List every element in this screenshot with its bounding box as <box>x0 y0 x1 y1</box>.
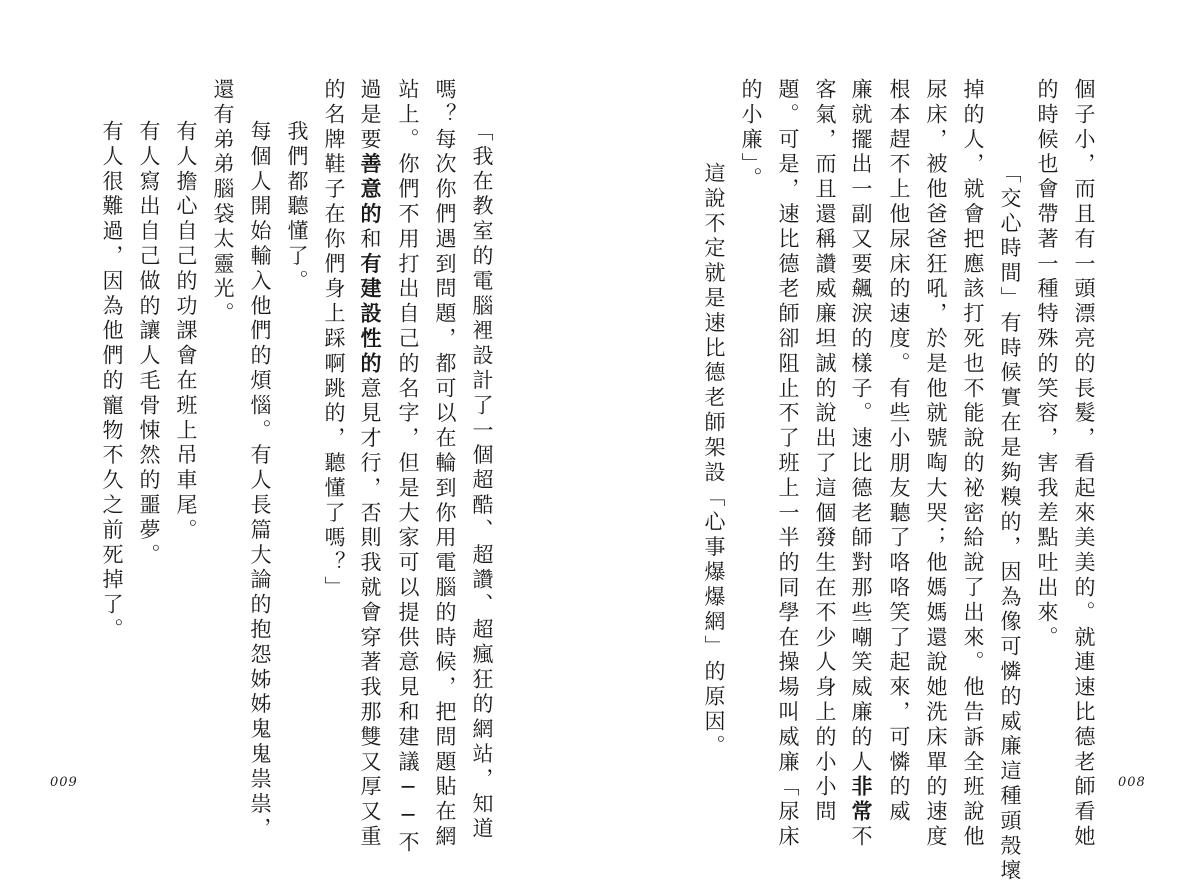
text-column: 嗎？每次你們遇到問題，都可以在輪到你用電腦的時候，把問題貼在網 <box>433 78 457 850</box>
text-column: 「我在教室的電腦裡設計了一個超酷、超讚、超瘋狂的網站，知道 <box>470 120 494 843</box>
text-column <box>357 78 381 850</box>
text-column: 的名牌鞋子在你們身上踩啊跳的，聽懂了嗎？」 <box>322 78 346 601</box>
text-run: 和 <box>358 227 382 253</box>
text-column <box>848 78 872 850</box>
text-column: 這說不定就是速比德老師架設「心事爆爆網」的原因。 <box>702 162 726 760</box>
text-column: 每個人開始輸入他們的煩惱。有人長篇大論的抱怨姊姊鬼鬼祟祟， <box>248 120 272 843</box>
page-number: 009 <box>50 775 78 790</box>
text-column: 還有弟弟腦袋太靈光。 <box>211 78 235 327</box>
right-page <box>600 0 1200 884</box>
bold-text: 善意的 <box>358 152 383 228</box>
text-run: 不 <box>849 825 873 850</box>
text-run: 廉就擺出一副又要飆淚的樣子。速比德老師對那些嘲笑威廉的人 <box>849 78 873 776</box>
text-column: 個子小，而且有一頭漂亮的長髮，看起來美美的。就連速比德老師看她 <box>1072 78 1096 850</box>
text-column: 掉的人，就會把應該打死也不能說的祕密給說了出來。他告訴全班說他 <box>961 78 985 850</box>
text-column: 有人寫出自己做的讓人毛骨悚然的噩夢。 <box>137 120 161 569</box>
bold-text: 有建設性的 <box>358 252 383 377</box>
text-column: 的小廉」。 <box>739 78 763 192</box>
text-column: 的時候也會帶著一種特殊的笑容，害我差點吐出來。 <box>1035 78 1059 651</box>
text-run: 意見才行，否則我就會穿著我那雙又厚又重 <box>358 376 382 850</box>
text-column: 我們都聽懂了。 <box>285 120 309 295</box>
page-number: 008 <box>1118 775 1146 790</box>
text-column: 有人擔心自己的功課會在班上吊車尾。 <box>174 120 198 544</box>
left-page <box>0 0 600 856</box>
bold-text: 非常 <box>849 775 874 826</box>
text-run: 過是要 <box>358 78 382 153</box>
text-column: 站上。你們不用打出自己的名字，但是大家可以提供意見和建議──不 <box>396 78 420 856</box>
text-column: 有人很難過，因為他們的寵物不久之前死掉了。 <box>100 120 124 643</box>
text-column: 題。可是，速比德老師卻阻止不了班上一半的同學在操場叫威廉「尿床 <box>776 78 800 850</box>
text-column: 尿床，被他爸爸狂吼，於是他就號啕大哭；他媽媽還說她洗床單的速度 <box>924 78 948 850</box>
text-column: 客氣，而且還稱讚威廉坦誠的說出了這個發生在不少人身上的小小問 <box>813 78 837 825</box>
text-column: 「交心時間」有時候實在是夠糗的，因為像可憐的威廉這種頭殼壞 <box>998 162 1022 884</box>
text-column: 根本趕不上他尿床的速度。有些小朋友聽了咯咯笑了起來，可憐的威 <box>887 78 911 825</box>
